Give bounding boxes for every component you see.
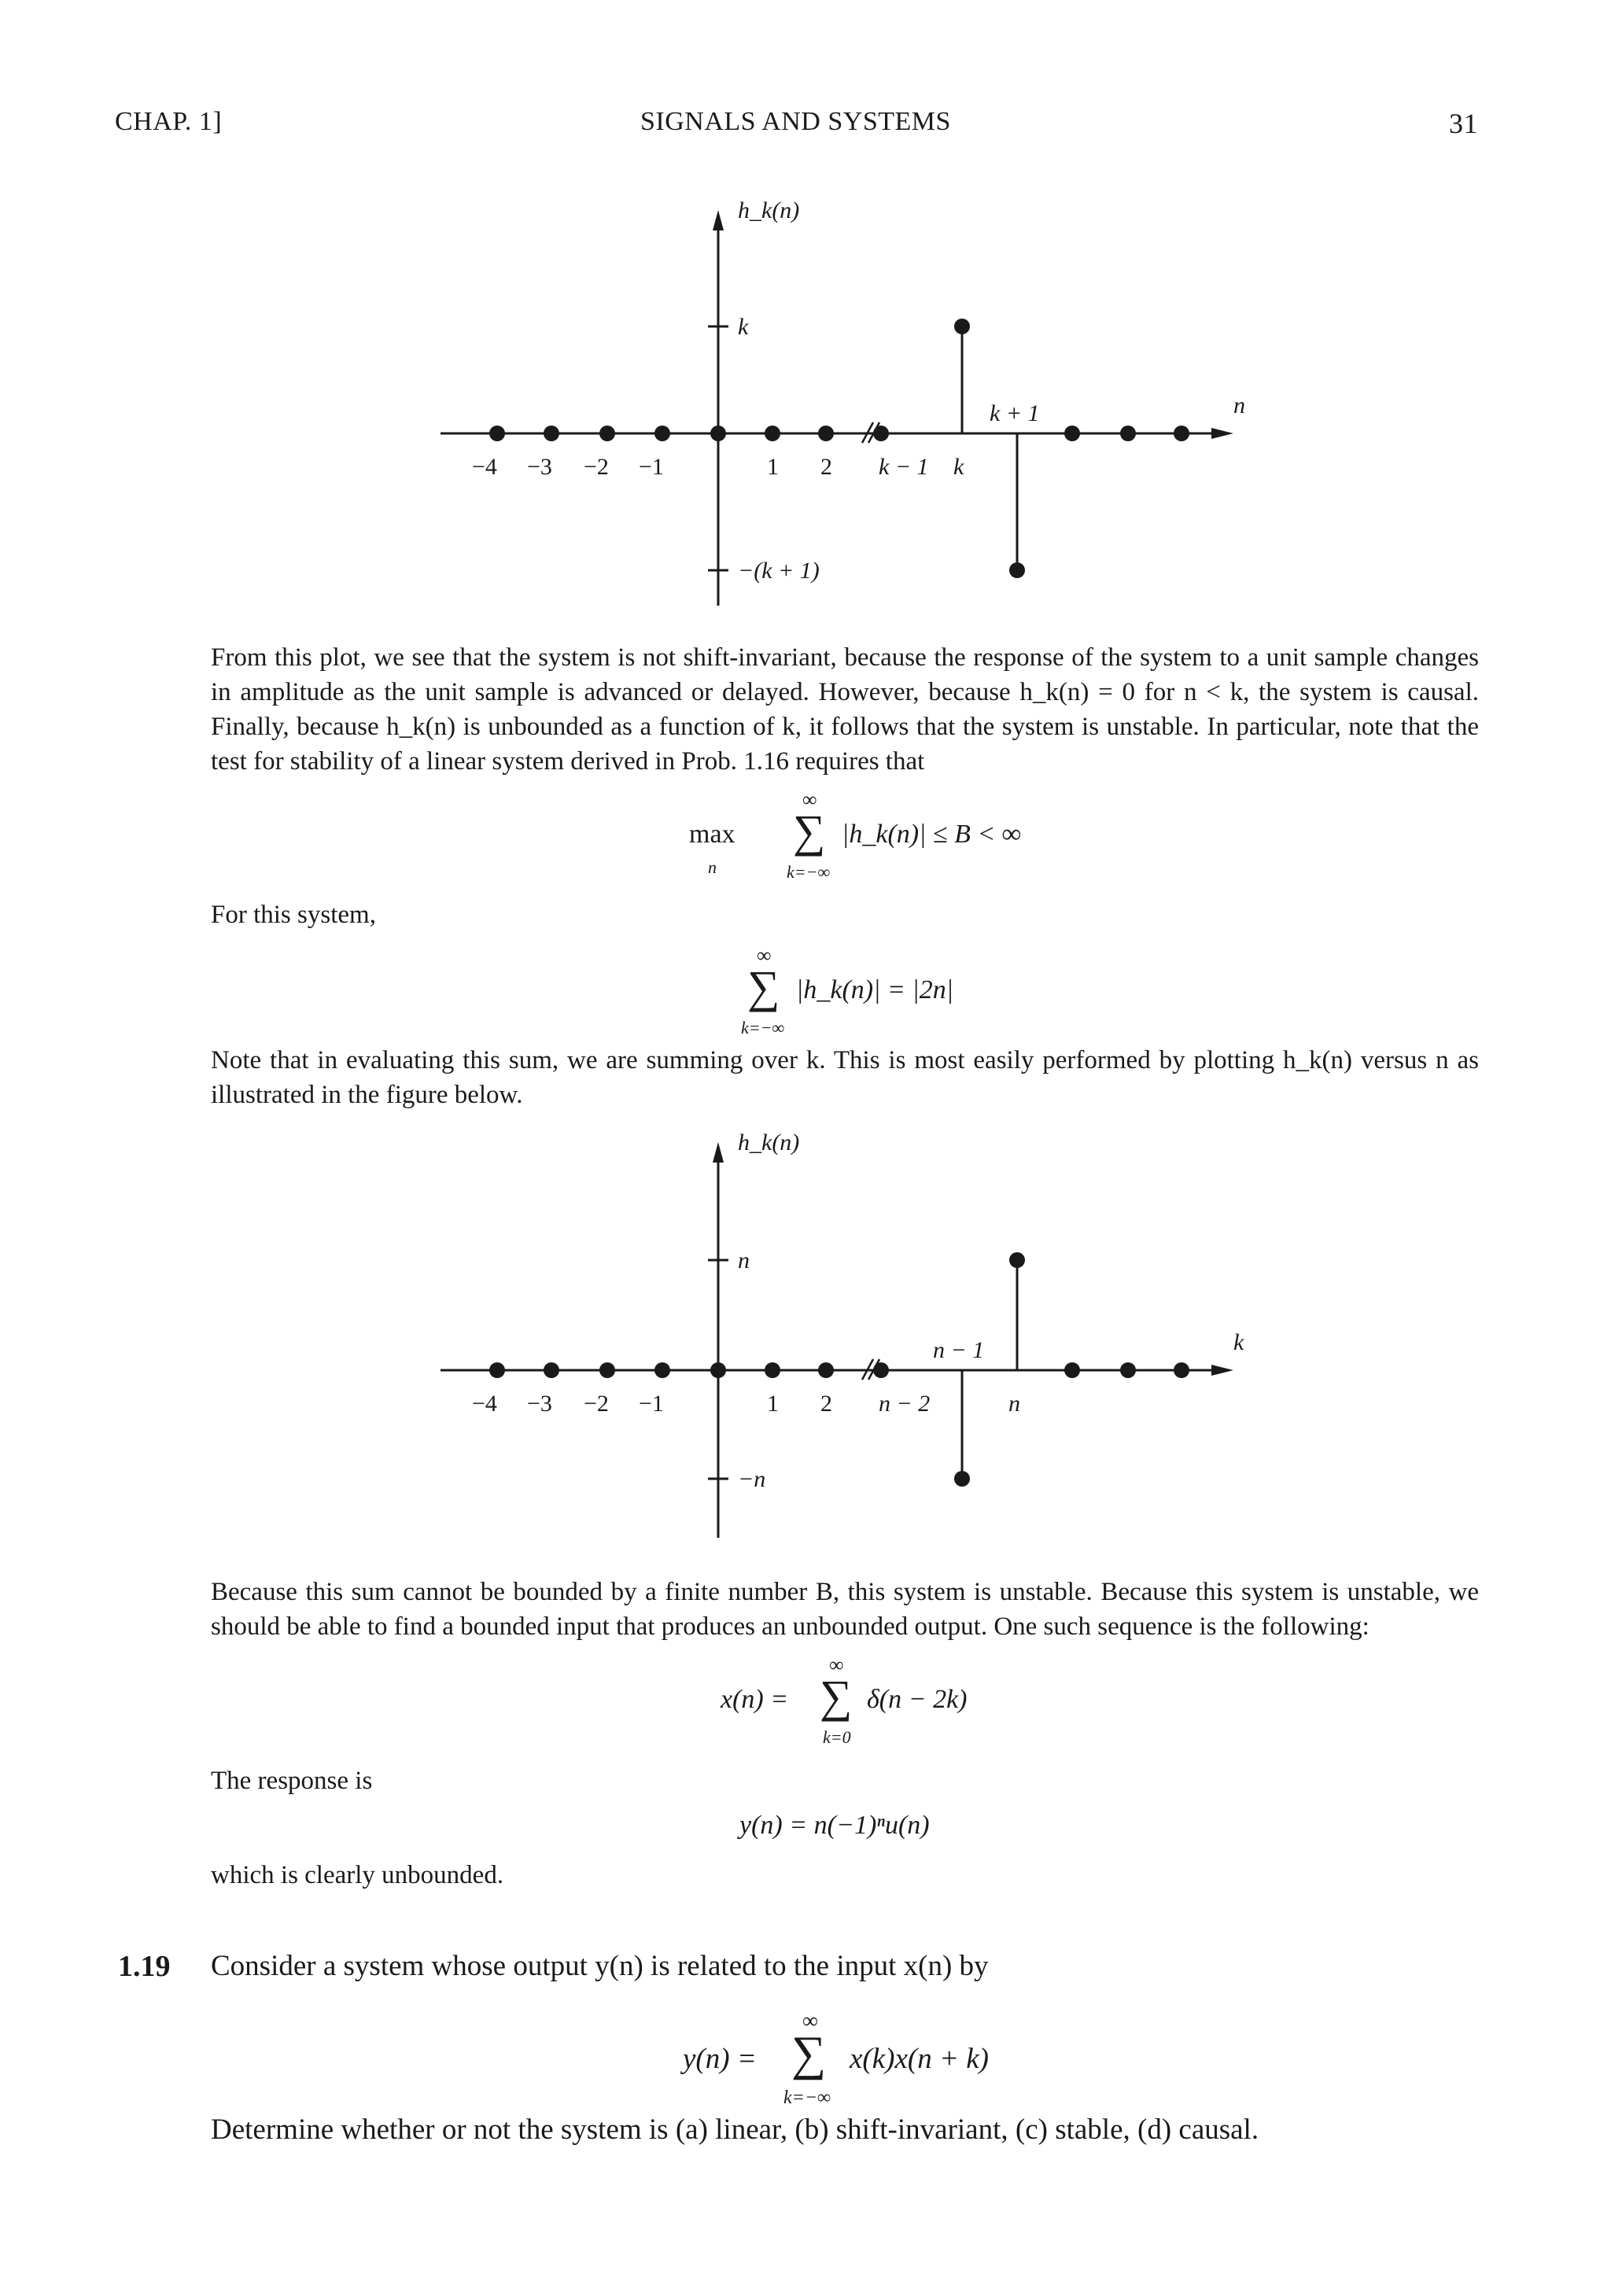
equation-sum	[739, 944, 991, 1045]
x-tick-label: −1	[639, 1391, 664, 1417]
sigma-symbol: ∑	[791, 2027, 827, 2080]
eq-sum-upper: ∞	[829, 1653, 844, 1676]
stem-negative-dot	[1009, 562, 1025, 578]
response-is: The response is	[211, 1767, 373, 1795]
eq-sum-upper: ∞	[757, 944, 772, 967]
sample-dot	[1120, 1362, 1136, 1378]
stem-positive-dot	[954, 319, 970, 334]
eq-body: x(k)x(n + k)	[850, 2043, 989, 2075]
clearly-unbounded: which is clearly unbounded.	[211, 1861, 504, 1889]
sample-dot	[710, 1362, 726, 1378]
sample-dot	[710, 426, 726, 441]
sample-dot	[1174, 1362, 1189, 1378]
sample-dot	[873, 1362, 889, 1378]
chapter-label: CHAP. 1]	[115, 107, 223, 136]
impulse-label: k + 1	[990, 400, 1040, 426]
x-tick-label: −3	[527, 1391, 552, 1417]
x-axis-arrow	[1211, 428, 1233, 439]
y-tick-label-top: n	[738, 1248, 750, 1273]
sample-dot	[765, 426, 780, 441]
y-tick-label-top: k	[738, 314, 749, 340]
eq-sum-lower: k=−∞	[787, 862, 831, 882]
equation-input	[721, 1653, 1051, 1754]
y-axis-label: h_k(n)	[738, 201, 800, 223]
sample-dot	[544, 1362, 559, 1378]
eq-sum-lower: k=−∞	[741, 1018, 785, 1037]
x-tick-label: −4	[472, 454, 497, 480]
sigma-symbol: ∑	[793, 805, 826, 857]
sample-dot	[818, 1362, 834, 1378]
sample-dot	[1064, 1362, 1080, 1378]
eq-max: max	[689, 820, 735, 849]
y-tick-label-bottom: −(k + 1)	[738, 558, 820, 584]
problem-statement: Consider a system whose output y(n) is related to the input x(n) by	[211, 1950, 989, 1982]
sample-dot	[599, 426, 615, 441]
stem-positive-dot	[1009, 1252, 1025, 1268]
figure-1-stem-plot	[425, 201, 1290, 610]
x-tick-label: 2	[820, 454, 832, 480]
eq-lhs: x(n) =	[721, 1685, 789, 1714]
sample-dot	[1064, 426, 1080, 441]
sample-dot	[489, 1362, 505, 1378]
sigma-symbol: ∑	[820, 1671, 853, 1722]
sample-dot	[1120, 426, 1136, 441]
y-tick-label-bottom: −n	[738, 1466, 766, 1492]
x-axis-label: k	[1233, 1329, 1244, 1355]
paragraph-2: Note that in evaluating this sum, we are summing over k. This is most easily performed by plotting h_k(n) versus n as illustrated in the figure below.	[211, 1046, 1479, 1109]
eq-body: δ(n − 2k)	[867, 1685, 968, 1714]
problem-number: 1.19	[118, 1950, 171, 1983]
x-tick-label: −4	[472, 1391, 497, 1417]
x-tick-label: 2	[820, 1391, 832, 1417]
figure-2-stem-plot	[425, 1133, 1290, 1542]
x-tick-label: n	[1008, 1391, 1020, 1417]
x-tick-label: −1	[639, 454, 664, 480]
sample-dot	[544, 426, 559, 441]
eq-lhs: y(n) =	[683, 2043, 757, 2075]
x-tick-label: n − 2	[879, 1391, 931, 1417]
x-axis-arrow	[1211, 1365, 1233, 1376]
x-tick-label: 1	[767, 454, 779, 480]
sample-dot	[654, 1362, 670, 1378]
sample-dot	[765, 1362, 780, 1378]
eq-sum-upper: ∞	[802, 2009, 818, 2033]
x-tick-label: k	[953, 454, 964, 480]
y-axis-arrow	[713, 1142, 724, 1163]
upper-label: n − 1	[933, 1337, 985, 1363]
sample-dot	[489, 426, 505, 441]
eq-body: |h_k(n)| ≤ B < ∞	[842, 820, 1022, 849]
eq-sum-lower: k=−∞	[783, 2088, 831, 2108]
equation-stability	[684, 788, 1022, 889]
eq-max-subscript: n	[708, 857, 717, 877]
x-tick-label: −2	[584, 454, 609, 480]
page-number: 31	[1449, 108, 1478, 139]
equation-problem	[683, 2009, 1045, 2116]
running-title: SIGNALS AND SYSTEMS	[640, 107, 951, 136]
x-tick-label: 1	[767, 1391, 779, 1417]
sample-dot	[1174, 426, 1189, 441]
x-tick-label: k − 1	[879, 454, 929, 480]
x-tick-label: −2	[584, 1391, 609, 1417]
y-axis-label: h_k(n)	[738, 1133, 800, 1155]
sample-dot	[599, 1362, 615, 1378]
sigma-symbol: ∑	[747, 961, 780, 1012]
paragraph-1: From this plot, we see that the system is not shift-invariant, because the response of the system to a unit sample changes in amplitude as the unit sample is advanced or delayed. However, because h_k(n) = 0 for n < k, the system is causal. Finally, because h_k(n) is unbounded as a function of k, it follows that the system is unstable. In particular, note that the test for stability of a linear system derived in Prob. 1.16 requires that	[211, 643, 1479, 776]
x-tick-label: −3	[527, 454, 552, 480]
sample-dot	[873, 426, 889, 441]
eq-sum-lower: k=0	[823, 1727, 851, 1747]
sample-dot	[818, 426, 834, 441]
x-axis-label: n	[1233, 392, 1245, 418]
eq-body: |h_k(n)| = |2n|	[796, 975, 954, 1004]
paragraph-3: Because this sum cannot be bounded by a finite number B, this system is unstable. Because this system is unstable, we should be able to find a bounded input that produces an unbounded output. One such sequence is the following:	[211, 1578, 1479, 1641]
eq-sum-upper: ∞	[802, 788, 817, 811]
problem-question: Determine whether or not the system is (a) linear, (b) shift-invariant, (c) stable, (d) causal.	[211, 2114, 1259, 2146]
for-this-system: For this system,	[211, 901, 376, 929]
sample-dot	[654, 426, 670, 441]
equation-output: y(n) = n(−1)ⁿu(n)	[739, 1811, 930, 1840]
y-axis-arrow	[713, 210, 724, 230]
stem-negative-dot	[954, 1471, 970, 1487]
